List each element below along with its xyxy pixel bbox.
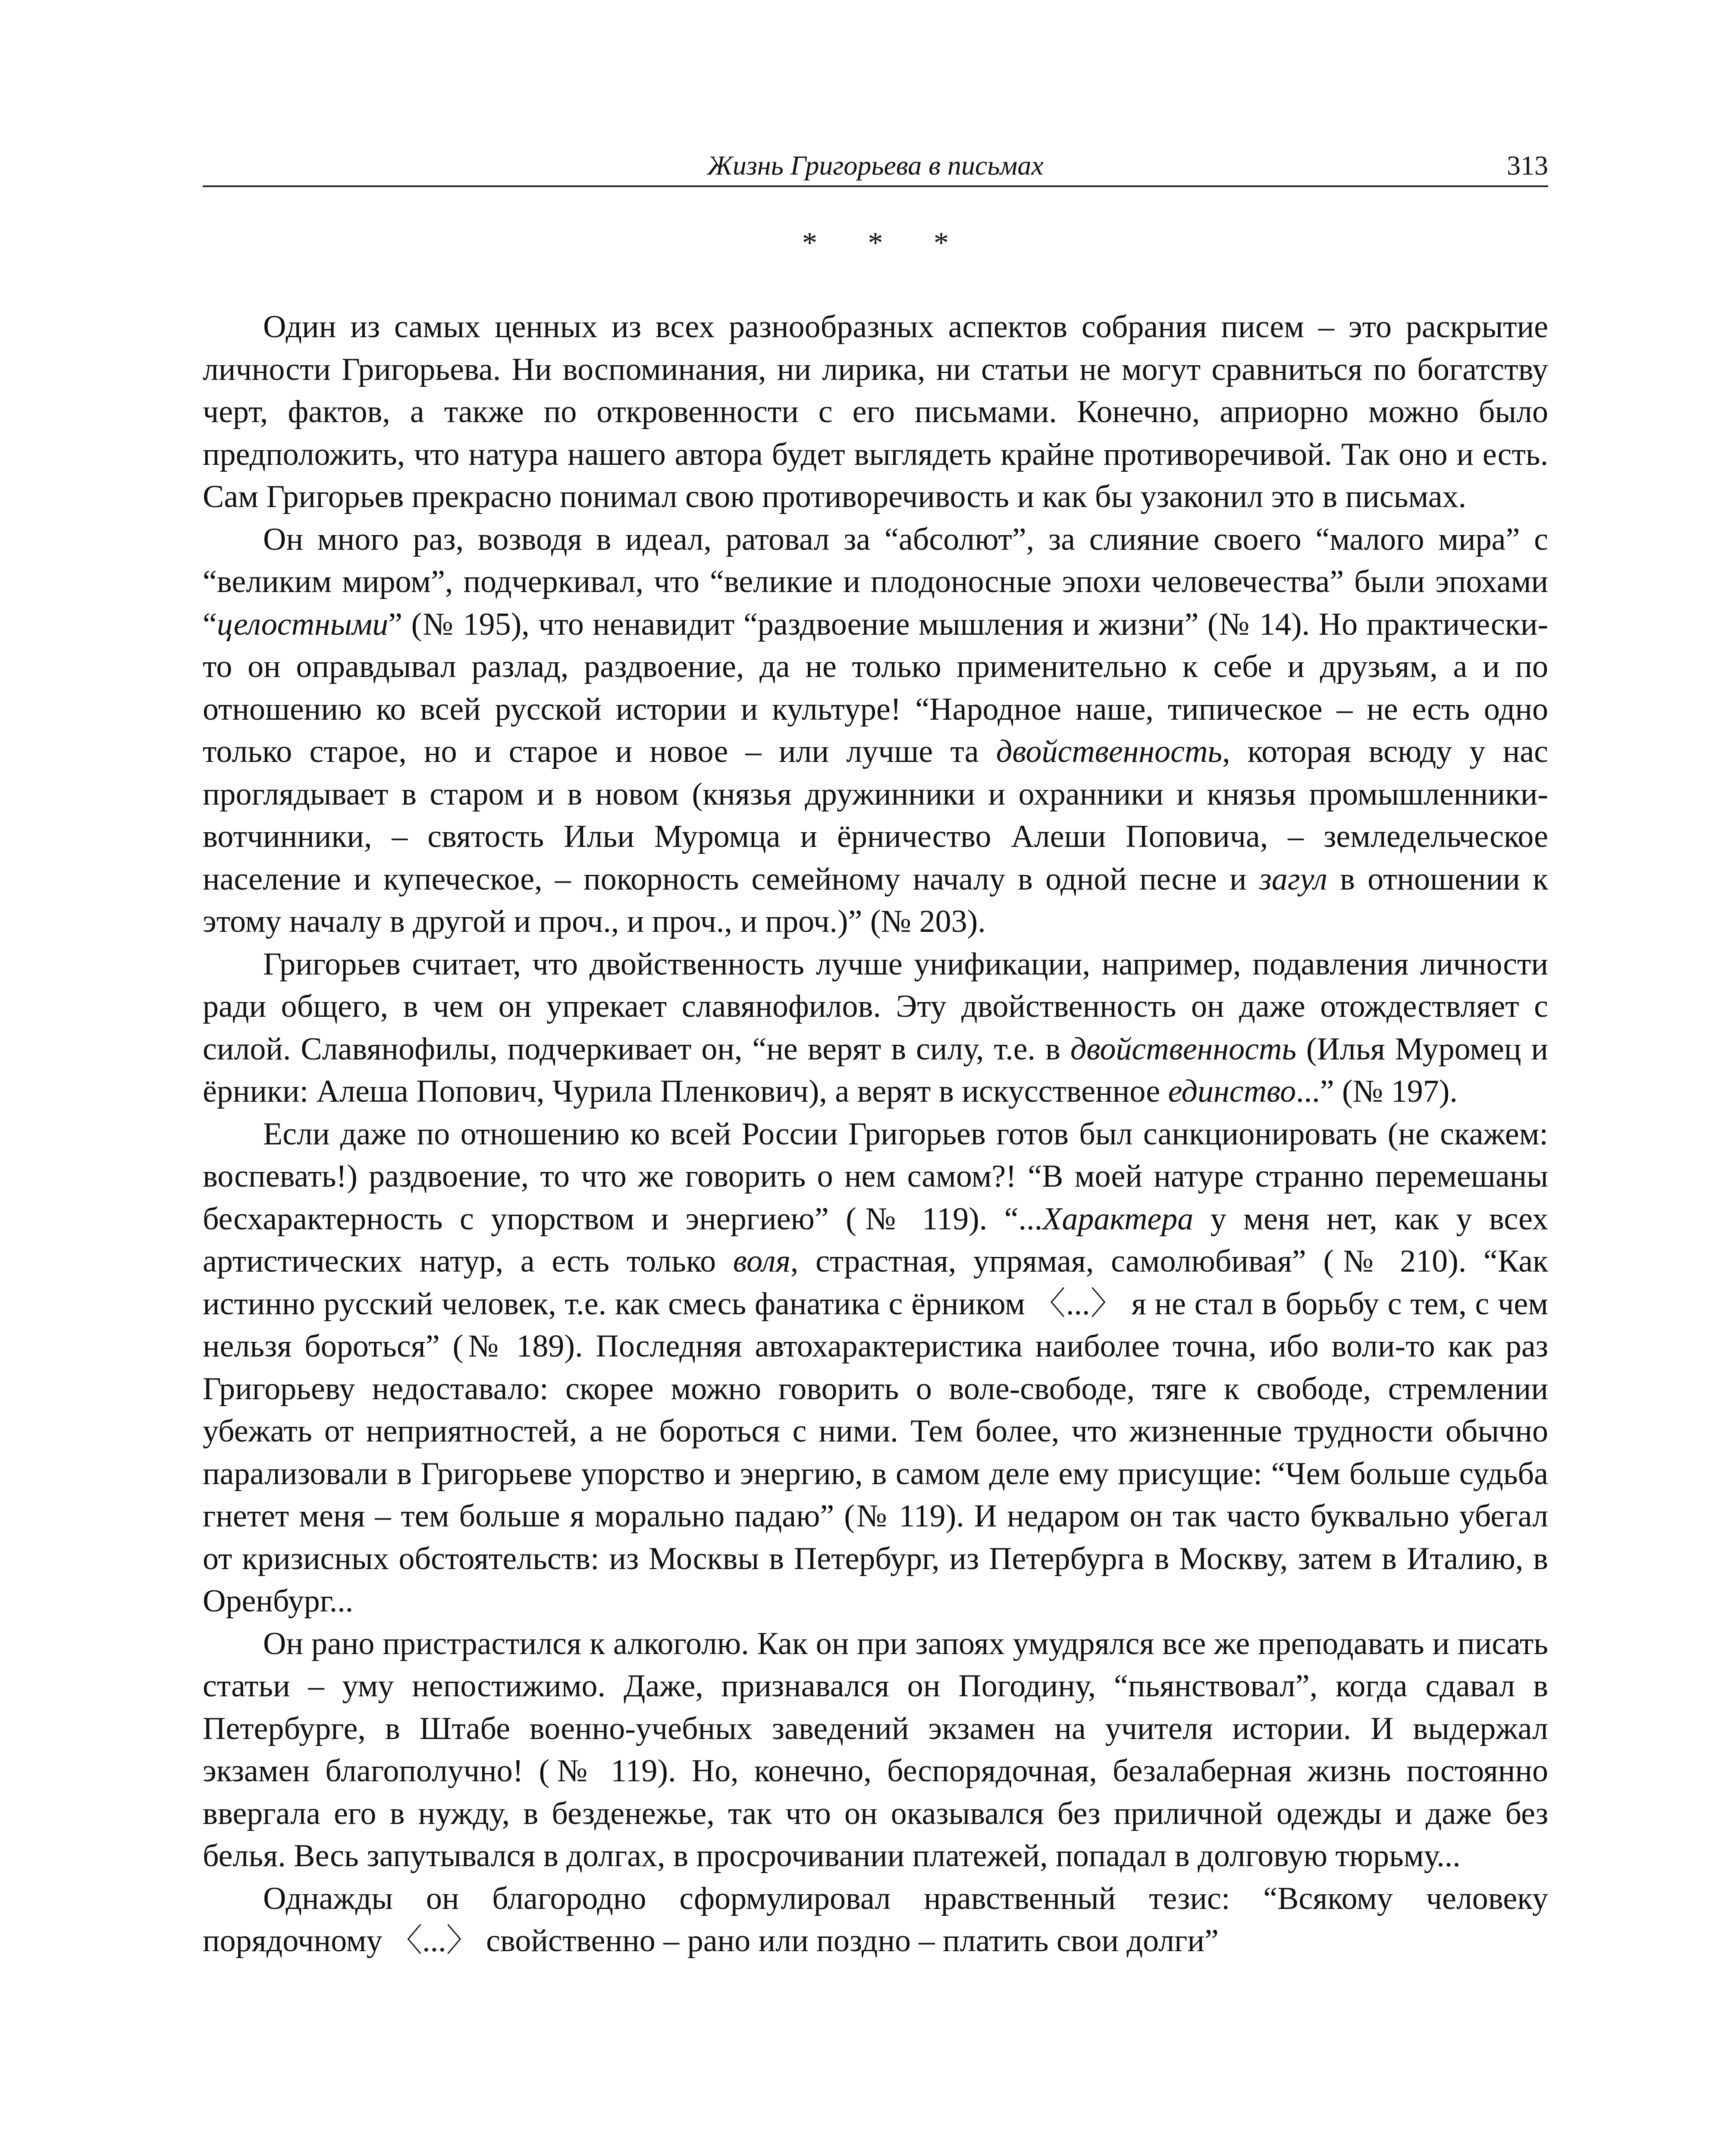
paragraph xyxy=(203,518,1548,943)
page-number: 313 xyxy=(1507,150,1548,181)
text-run: , страстная, упрямая, самолюбивая” (№ 210). “Как истинно русский человек, т.е. как смесь фанатика с ёрником 〈...〉 я не стал в борьбу с тем, с чем нельзя бороться” (№ 189). Последняя автохарактеристика наиболее точна, ибо воли-то как раз Григорьеву недоставало: скорее можно говорить о воле-свободе, тяге к свободе, стремлении убежать от неприятностей, а не бороться с ними. Тем более, что жизненные трудности обычно парализовали в Григорьеве упорство и энергию, в самом деле ему присущие: “Чем больше судьба гнетет меня – тем больше я морально падаю” (№ 119). И недаром он так часто буквально убегал от кризисных обстоятельств: из Москвы в Петербург, из Петербурга в Москву, затем в Италию, в Оренбург... xyxy=(203,1244,1549,1619)
text-run: Григорьев считает, что двойственность лучше унификации, например, подавления личности ради общего, в чем он упрекает славянофилов. Эту двойственность он даже отождествляет с силой. Славянофилы, подчеркивает он, “не верят в силу, т.е. в xyxy=(203,946,1548,1067)
text-run: ” (№ 195), что ненавидит “раздвоение мышления и жизни” (№ 14). Но практически-то он оправдывал разлад, раздвоение, да не только применительно к себе и друзьям, а и по отношению ко всей русской истории и культуре! “Народное наше, типическое – не есть одно только старое, но и старое и новое – или лучше та xyxy=(203,606,1548,769)
paragraph xyxy=(203,943,1548,1113)
text-run: (Илья Муромец и ёрники: Алеша Попович, Чурила Пленкович), а верят в искусственное xyxy=(203,1031,1548,1109)
text-run: Он много раз, возводя в идеал, ратовал за “абсолют”, за слияние своего “малого мира” с “великим миром”, подчеркивал, что “великие и плодоносные эпохи человечества” были эпохами “ xyxy=(203,521,1548,642)
running-head xyxy=(203,142,1548,187)
section-break: * * * xyxy=(802,226,970,260)
text-run: Однажды он благородно сформулировал нравственный тезис: “Всякому человеку порядочному 〈...〉 свойственно – рано или поздно – платить свои долги” xyxy=(203,1880,1548,1959)
italic-emphasis: двойственность xyxy=(996,734,1223,769)
running-head-title: Жизнь Григорьева в письмах xyxy=(707,150,1044,181)
paragraph xyxy=(203,1623,1548,1877)
book-page xyxy=(203,142,1548,1962)
italic-emphasis: целостными xyxy=(216,606,389,642)
text-run: Если даже по отношению ко всей России Григорьев готов был санкционировать (не скажем: воспевать!) раздвоение, то что же говорить о нем самом?! “В моей натуре странно перемешаны бесхарактерность с упорством и энергиею” (№ 119). “... xyxy=(203,1116,1548,1237)
body-text xyxy=(203,306,1548,1962)
paragraph xyxy=(203,1877,1548,1962)
paragraph xyxy=(203,306,1548,518)
text-run: ...” (№ 197). xyxy=(1296,1074,1458,1109)
text-run: Он рано пристрастился к алкоголю. Как он при запоях умудрялся все же преподавать и писать статьи – уму непостижимо. Даже, признавался он Погодину, “пьянствовал”, когда сдавал в Петербурге, в Штабе военно-учебных заведений экзамен на учителя истории. И выдержал экзамен благополучно! (№ 119). Но, конечно, беспорядочная, безалаберная жизнь постоянно ввергала его в нужду, в безденежье, так что он оказывался без приличной одежды и даже без белья. Весь запутывался в долгах, в просрочивании платежей, попадал в долговую тюрьму... xyxy=(203,1626,1548,1874)
italic-emphasis: воля xyxy=(733,1244,790,1279)
italic-emphasis: Характера xyxy=(1042,1201,1194,1237)
paragraph xyxy=(203,1113,1548,1623)
text-run: , которая всюду у нас проглядывает в старом и в новом (князья дружинники и охранники и князья промышленники-вотчинники, – святость Ильи Муромца и ёрничество Алеши Поповича, – земледельческое население и купеческое, – покорность семейному началу в одной песне и xyxy=(203,734,1548,897)
text-run: в отношении к этому началу в другой и проч., и проч., и проч.)” (№ 203). xyxy=(203,861,1548,939)
italic-emphasis: двойственность xyxy=(1070,1031,1297,1067)
italic-emphasis: единство xyxy=(1168,1074,1296,1109)
text-run: Один из самых ценных из всех разнообразных аспектов собрания писем – это раскрытие личности Григорьева. Ни воспоминания, ни лирика, ни статьи не могут сравниться по богатству черт, фактов, а также по откровенности с его письмами. Конечно, априорно можно было предположить, что натура нашего автора будет выглядеть крайне противоречивой. Так оно и есть. Сам Григорьев прекрасно понимал свою противоречивость и как бы узаконил это в письмах. xyxy=(203,309,1548,514)
italic-emphasis: загул xyxy=(1259,861,1327,897)
text-run: у меня нет, как у всех артистических натур, а есть только xyxy=(203,1201,1549,1279)
